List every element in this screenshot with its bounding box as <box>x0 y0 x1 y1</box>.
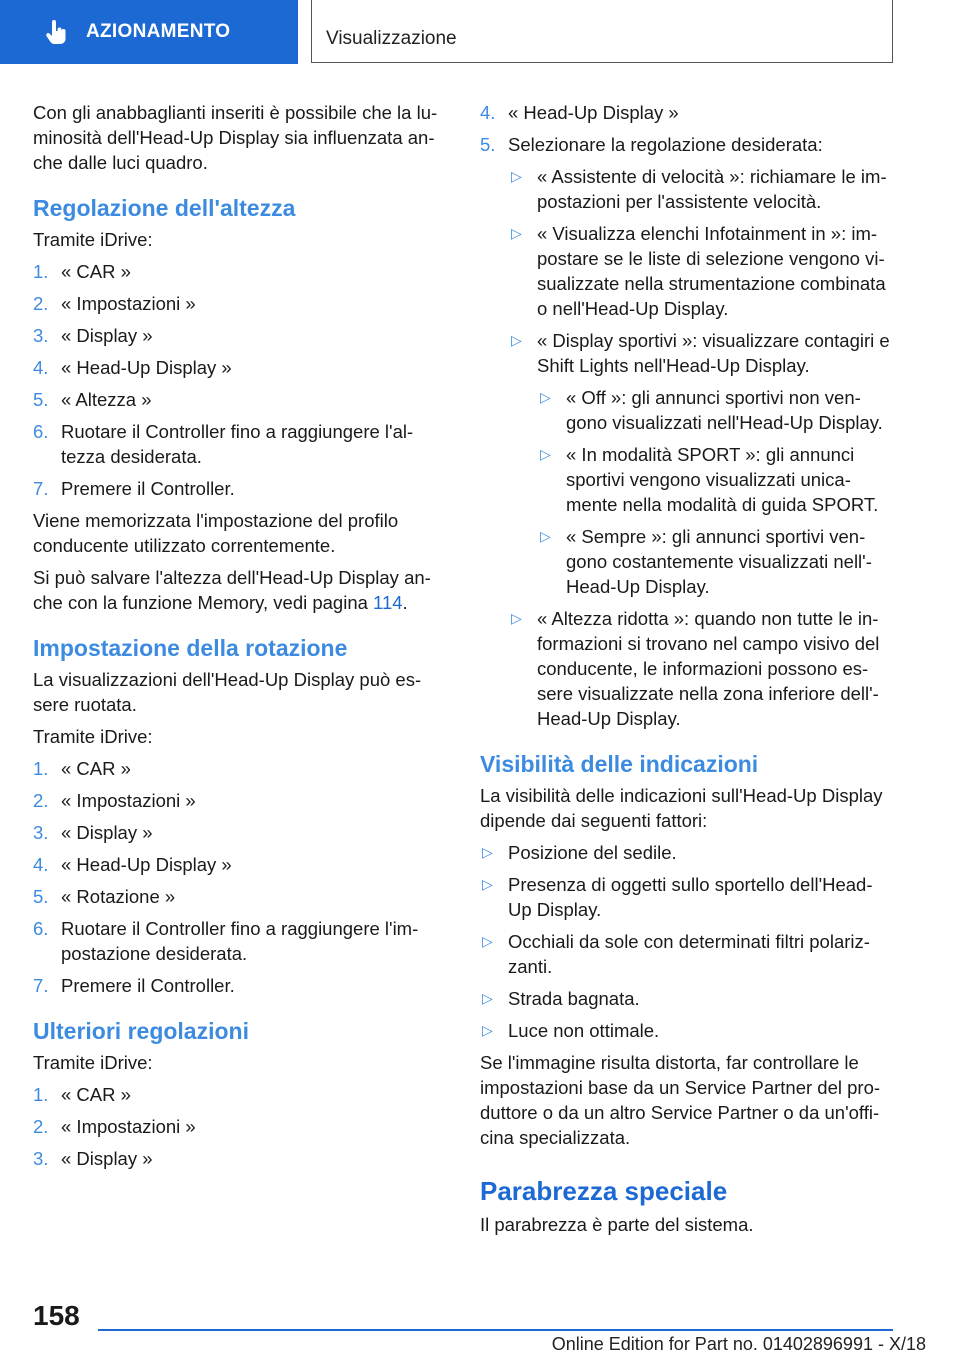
step-item: 3. « Display » <box>33 325 153 346</box>
step-item: 3. « Display » <box>33 1148 153 1169</box>
options-list <box>480 164 895 731</box>
step-item: 3. « Display » <box>33 822 153 843</box>
rotation-steps <box>33 756 443 998</box>
step-item: 7. Premere il Controller. <box>33 975 235 996</box>
page-number: 158 <box>33 1300 80 1331</box>
factor-item: ▷ Luce non ottimale. <box>482 1020 660 1041</box>
option-item: ▷ « In modalità SPORT »: gli annunci sportivi vengono visualizzati unicamente nella modalità di guida SPORT. <box>540 444 879 515</box>
step-item: 1. « CAR » <box>33 1084 131 1105</box>
windshield-text: Il parabrezza è parte del sistema. <box>480 1214 754 1235</box>
step-item: 6. Ruotare il Controller fino a raggiungere l'impostazione desiderata. <box>33 918 419 964</box>
footer-divider <box>98 1329 893 1331</box>
visibility-intro: La visibilità delle indicazioni sull'Head-Up Display dipende dai seguenti fattori: <box>480 785 883 831</box>
heading-height: Regolazione dell'altezza <box>33 195 296 221</box>
step-item: 4. « Head-Up Display » <box>480 102 679 123</box>
step-item: 5. Selezionare la regolazione desiderata: ▷ « Assistente di velocità »: richiamare le impostazioni per l'assistente velocità. ▷ « Visualizza elenchi Infotainment in »: impostare se le liste di selezione vengono visualizzate nella strumentazione combinata o nell'Head-Up Display. ▷ « Display sportivi »: visualizzare contagiri e Shift Lights nell'Head-Up Display. ▷ « Off »: gli annunci sportivi non vengono visualizzati nell'Head-Up Display. ▷ « In modalità SPORT »: gli annunci sportivi vengono visualizzati unicamente nella modalità di guida SPORT. ▷ « Sempre »: gli annunci sportivi vengono costantemente visualizzati nell'-Head-Up Display. ▷ « Altezza ridotta »: quando non tutte le informazioni si trovano nel campo visivo del conducente, le informazioni possono essere visualizzate nella zona inferiore dell'-Head-Up Display. <box>480 132 895 731</box>
height-note-profile: Viene memorizzata l'impostazione del profilo conducente utilizzato correntemente. <box>33 510 399 556</box>
topic-title: Visualizzazione <box>326 28 457 49</box>
right-column <box>480 100 895 1244</box>
heading-further: Ulteriori regolazioni <box>33 1018 249 1044</box>
step-item: 7. Premere il Controller. <box>33 478 235 499</box>
further-steps-continued <box>480 100 895 731</box>
section-tab[interactable] <box>0 0 298 64</box>
visibility-factors <box>480 840 895 1043</box>
triangle-bullet-icon: ▷ <box>482 876 493 892</box>
triangle-bullet-icon: ▷ <box>482 990 493 1006</box>
hand-pointer-icon <box>44 19 70 45</box>
factor-item: ▷ Posizione del sedile. <box>482 842 677 863</box>
step-item: 5. « Rotazione » <box>33 886 176 907</box>
intro-paragraph: Con gli anabbaglianti inseriti è possibile che la luminosità dell'Head-Up Display sia influenzata anche dalle luci quadro. <box>33 102 438 173</box>
triangle-bullet-icon: ▷ <box>482 844 493 860</box>
height-note-memory: Si può salvare l'altezza dell'Head-Up Display anche con la funzione Memory, vedi pagina 114. <box>33 567 431 613</box>
step-item: 4. « Head-Up Display » <box>33 357 232 378</box>
triangle-bullet-icon: ▷ <box>482 1022 493 1038</box>
further-steps <box>33 1082 443 1171</box>
step-item: 1. « CAR » <box>33 758 131 779</box>
section-title: AZIONAMENTO <box>86 21 231 42</box>
height-steps <box>33 259 443 501</box>
page-link[interactable]: 114 <box>373 592 403 613</box>
step-item: 4. « Head-Up Display » <box>33 854 232 875</box>
triangle-bullet-icon: ▷ <box>540 528 551 544</box>
heading-visibility: Visibilità delle indicazioni <box>480 751 759 777</box>
factor-item: ▷ Presenza di oggetti sullo sportello dell'Head-Up Display. <box>482 874 873 920</box>
option-item: ▷ « Sempre »: gli annunci sportivi vengono costantemente visualizzati nell'-Head-Up Display. <box>540 526 872 597</box>
height-lead: Tramite iDrive: <box>33 229 153 250</box>
triangle-bullet-icon: ▷ <box>511 168 522 184</box>
step-item: 6. Ruotare il Controller fino a raggiungere l'altezza desiderata. <box>33 421 414 467</box>
edition-note: Online Edition for Part no. 01402896991 - X/18 <box>551 1334 926 1354</box>
further-lead: Tramite iDrive: <box>33 1052 153 1073</box>
option-item: ▷ « Visualizza elenchi Infotainment in »: impostare se le liste di selezione vengono visualizzate nella strumentazione combinata o nell'Head-Up Display. <box>511 223 886 319</box>
left-column <box>33 100 443 1178</box>
heading-windshield: Parabrezza speciale <box>480 1176 728 1206</box>
triangle-bullet-icon: ▷ <box>540 389 551 405</box>
option-item: ▷ « Altezza ridotta »: quando non tutte le informazioni si trovano nel campo visivo del conducente, le informazioni possono essere visualizzate nella zona inferiore dell'-Head-Up Display. <box>511 608 880 729</box>
step-item: 2. « Impostazioni » <box>33 1116 196 1137</box>
visibility-outro: Se l'immagine risulta distorta, far controllare le impostazioni base da un Service Partner del produttore o da un altro Service Partner o da un'officina specializzata. <box>480 1052 881 1148</box>
factor-item: ▷ Occhiali da sole con determinati filtri polarizzanti. <box>482 931 870 977</box>
rotation-lead: Tramite iDrive: <box>33 726 153 747</box>
option-item: ▷ « Assistente di velocità »: richiamare le impostazioni per l'assistente velocità. <box>511 166 887 212</box>
sport-options-list <box>509 385 895 599</box>
step-item: 2. « Impostazioni » <box>33 293 196 314</box>
step-item: 2. « Impostazioni » <box>33 790 196 811</box>
step-item: 1. « CAR » <box>33 261 131 282</box>
rotation-intro: La visualizzazioni dell'Head-Up Display può essere ruotata. <box>33 669 422 715</box>
heading-rotation: Impostazione della rotazione <box>33 635 348 661</box>
triangle-bullet-icon: ▷ <box>482 933 493 949</box>
triangle-bullet-icon: ▷ <box>511 610 522 626</box>
option-item: ▷ « Off »: gli annunci sportivi non vengono visualizzati nell'Head-Up Display. <box>540 387 883 433</box>
triangle-bullet-icon: ▷ <box>511 225 522 241</box>
factor-item: ▷ Strada bagnata. <box>482 988 640 1009</box>
option-item: ▷ « Display sportivi »: visualizzare contagiri e Shift Lights nell'Head-Up Display. ▷ « Off »: gli annunci sportivi non vengono visualizzati nell'Head-Up Display. ▷ « In modalità SPORT »: gli annunci sportivi vengono visualizzati unicamente nella modalità di guida SPORT. ▷ « Sempre »: gli annunci sportivi vengono costantemente visualizzati nell'-Head-Up Display. <box>509 328 895 599</box>
triangle-bullet-icon: ▷ <box>540 446 551 462</box>
triangle-bullet-icon: ▷ <box>511 332 522 348</box>
step-item: 5. « Altezza » <box>33 389 152 410</box>
topic-header <box>311 0 893 63</box>
